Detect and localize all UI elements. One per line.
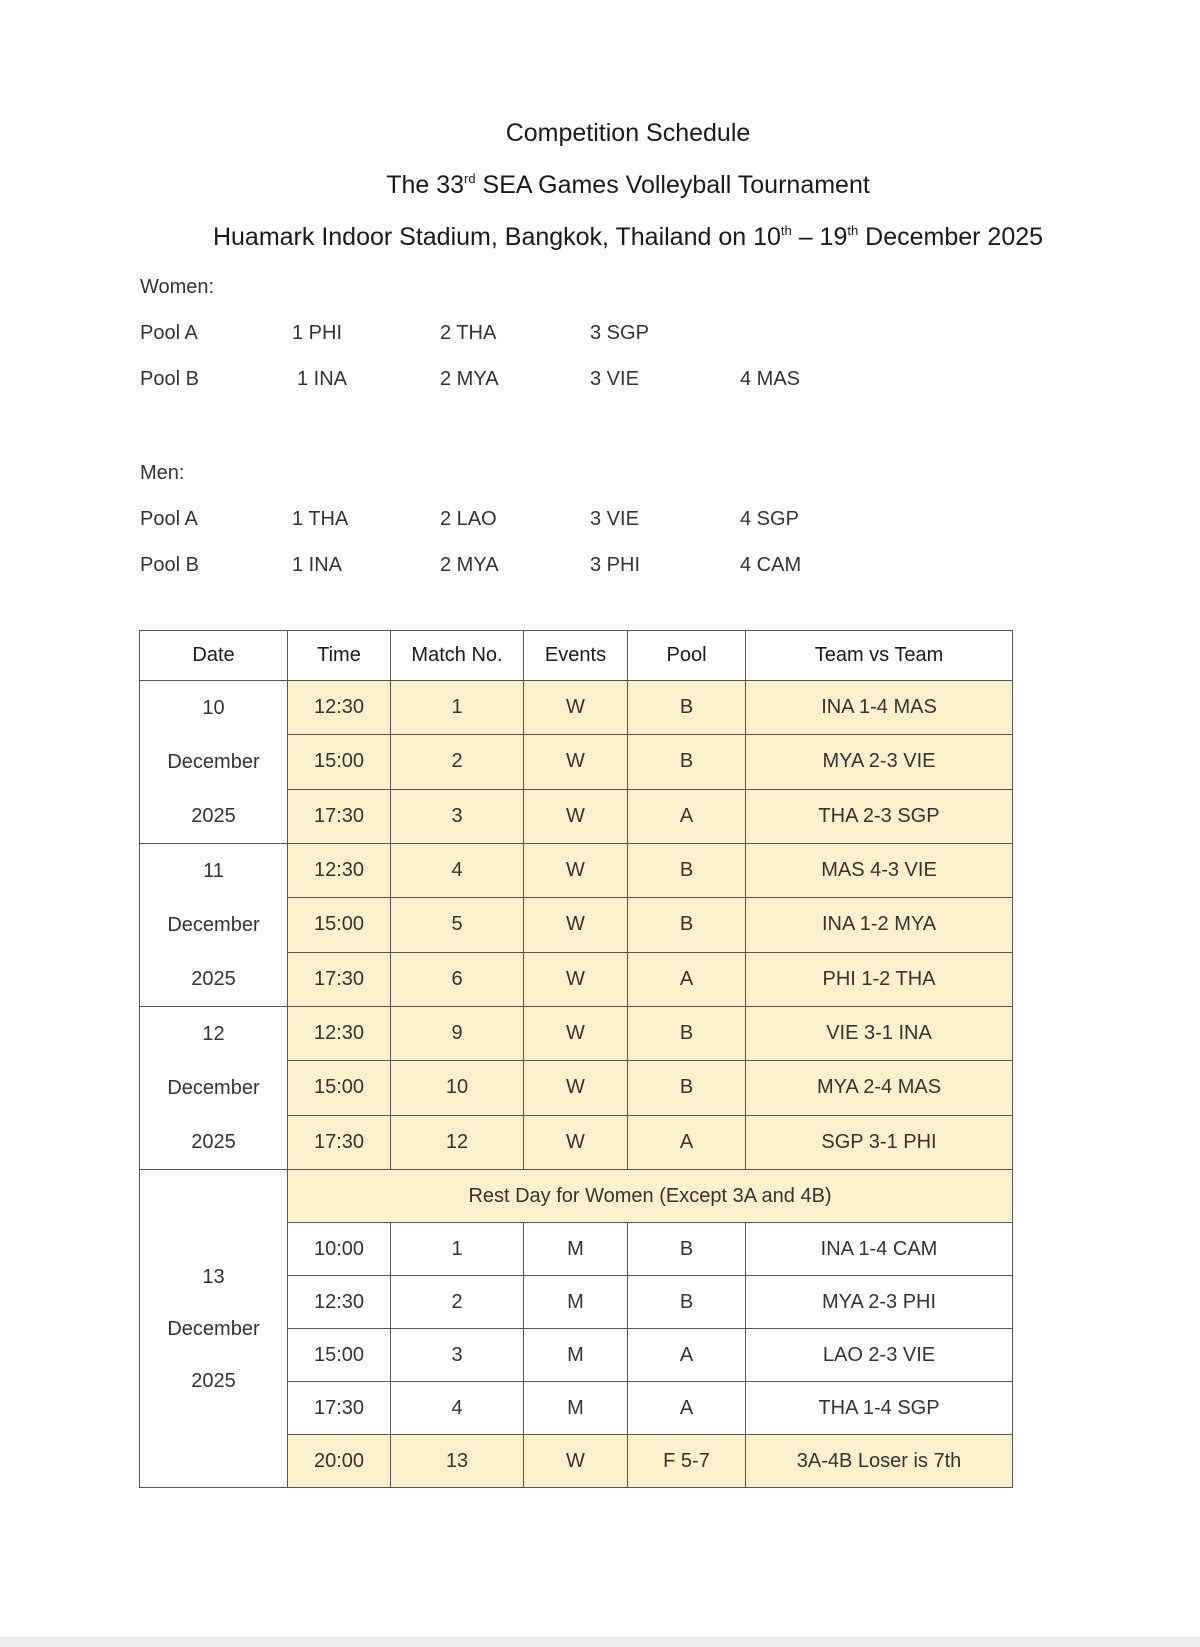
match-no-cell: 3 [391, 789, 524, 843]
pool-cell: F 5-7 [628, 1435, 746, 1488]
pool-team: 2 LAO [440, 508, 497, 530]
teams-cell: THA 2-3 SGP [746, 789, 1013, 843]
pool-team: 1 THA [292, 508, 349, 530]
teams-cell: INA 1-2 MYA [746, 898, 1013, 952]
pool-cell: B [628, 898, 746, 952]
header-match-no: Match No. [391, 631, 524, 681]
time-cell: 10:00 [288, 1223, 391, 1276]
pool-team: 3 VIE [590, 508, 639, 530]
women-pool-b [140, 368, 840, 392]
time-cell: 17:30 [288, 1382, 391, 1435]
pool-team: 4 MAS [740, 368, 801, 390]
venue-mid: – 19 [791, 223, 848, 251]
pool-label: Pool A [140, 322, 198, 344]
pool-cell: B [628, 1007, 746, 1061]
pool-cell: A [628, 1115, 746, 1169]
table-row [140, 1170, 1013, 1223]
time-cell: 15:00 [288, 735, 391, 789]
teams-cell: THA 1-4 SGP [746, 1382, 1013, 1435]
schedule-title [0, 119, 1200, 148]
date-part: December [167, 1077, 260, 1099]
pool-label: Pool A [140, 508, 198, 530]
venue-pre: Huamark Indoor Stadium, Bangkok, Thailand on 10 [212, 223, 781, 251]
date-cell [140, 1170, 288, 1488]
men-pool-a [140, 508, 840, 532]
time-cell: 12:30 [288, 844, 391, 898]
match-no-cell: 12 [391, 1115, 524, 1169]
venue-post: December 2025 [858, 223, 1044, 251]
pool-cell: A [628, 1382, 746, 1435]
pool-team: 1 PHI [292, 322, 343, 344]
pool-team: 2 THA [440, 322, 497, 344]
event-cell: W [524, 952, 628, 1006]
teams-cell: 3A-4B Loser is 7th [746, 1435, 1013, 1488]
date-part: 2025 [191, 968, 236, 990]
match-no-cell: 4 [391, 844, 524, 898]
time-cell: 15:00 [288, 1329, 391, 1382]
pool-team: 1 INA [292, 554, 343, 576]
schedule-body [140, 681, 1013, 1488]
pool-team: 3 PHI [590, 554, 641, 576]
date-part: 2025 [191, 1369, 236, 1392]
men-heading: Men: [140, 462, 185, 484]
rest-day-note: Rest Day for Women (Except 3A and 4B) [288, 1170, 1013, 1223]
tournament-title [0, 171, 1200, 200]
header-team-vs-team: Team vs Team [746, 631, 1013, 681]
venue-sup-1: th [780, 223, 792, 238]
pool-team: 3 SGP [590, 322, 649, 344]
pool-cell: B [628, 1061, 746, 1115]
title-line-2-pre: The 33 [386, 171, 465, 199]
header-date: Date [140, 631, 288, 681]
table-header-row [140, 631, 1013, 681]
event-cell: W [524, 735, 628, 789]
pool-cell: A [628, 952, 746, 1006]
match-no-cell: 9 [391, 1007, 524, 1061]
pool-team: 4 CAM [740, 554, 802, 576]
match-no-cell: 3 [391, 1329, 524, 1382]
match-no-cell: 1 [391, 681, 524, 735]
pool-label: Pool B [140, 368, 199, 390]
date-cell [140, 681, 288, 844]
date-part: 10 [202, 697, 225, 719]
match-no-cell: 4 [391, 1382, 524, 1435]
teams-cell: INA 1-4 MAS [746, 681, 1013, 735]
pool-team: 1 INA [297, 368, 348, 390]
header-events: Events [524, 631, 628, 681]
time-cell: 20:00 [288, 1435, 391, 1488]
pool-team: 3 VIE [590, 368, 639, 390]
time-cell: 17:30 [288, 952, 391, 1006]
event-cell: W [524, 1115, 628, 1169]
date-part: December [167, 914, 260, 936]
pool-team: 2 MYA [440, 368, 499, 390]
event-cell: W [524, 681, 628, 735]
event-cell: W [524, 1061, 628, 1115]
match-no-cell: 2 [391, 1276, 524, 1329]
table-row [140, 1007, 1013, 1061]
teams-cell: MYA 2-4 MAS [746, 1061, 1013, 1115]
pool-team: 4 SGP [740, 508, 799, 530]
pool-cell: B [628, 681, 746, 735]
pool-cell: A [628, 1329, 746, 1382]
event-cell: M [524, 1223, 628, 1276]
date-part: 11 [203, 860, 224, 882]
teams-cell: SGP 3-1 PHI [746, 1115, 1013, 1169]
time-cell: 15:00 [288, 898, 391, 952]
teams-cell: PHI 1-2 THA [746, 952, 1013, 1006]
header-pool: Pool [628, 631, 746, 681]
pool-cell: A [628, 789, 746, 843]
pool-cell: B [628, 1276, 746, 1329]
pool-cell: B [628, 735, 746, 789]
time-cell: 12:30 [288, 1276, 391, 1329]
teams-cell: LAO 2-3 VIE [746, 1329, 1013, 1382]
date-cell [140, 1007, 288, 1170]
pool-cell: B [628, 844, 746, 898]
match-no-cell: 2 [391, 735, 524, 789]
date-part: 12 [202, 1023, 225, 1045]
time-cell: 12:30 [288, 1007, 391, 1061]
event-cell: W [524, 1435, 628, 1488]
teams-cell: MYA 2-3 VIE [746, 735, 1013, 789]
time-cell: 17:30 [288, 1115, 391, 1169]
event-cell: M [524, 1382, 628, 1435]
title-line-2-post: SEA Games Volleyball Tournament [475, 171, 870, 199]
page-edge [0, 1637, 1200, 1647]
match-no-cell: 10 [391, 1061, 524, 1115]
table-row [140, 681, 1013, 735]
women-pool-a [140, 322, 840, 346]
venue-sup-2: th [847, 223, 859, 238]
teams-cell: VIE 3-1 INA [746, 1007, 1013, 1061]
time-cell: 12:30 [288, 681, 391, 735]
event-cell: W [524, 1007, 628, 1061]
teams-cell: INA 1-4 CAM [746, 1223, 1013, 1276]
date-cell [140, 844, 288, 1007]
date-part: 13 [202, 1265, 225, 1288]
date-part: December [167, 1317, 260, 1340]
event-cell: M [524, 1329, 628, 1382]
pool-label: Pool B [140, 554, 199, 576]
pool-team: 2 MYA [440, 554, 499, 576]
match-no-cell: 1 [391, 1223, 524, 1276]
event-cell: W [524, 844, 628, 898]
header-time: Time [288, 631, 391, 681]
title-line-2-sup: rd [464, 171, 476, 186]
venue-dates [0, 223, 1200, 252]
men-pool-b [140, 554, 840, 578]
schedule-table [139, 630, 1013, 1488]
event-cell: M [524, 1276, 628, 1329]
date-part: 2025 [191, 805, 236, 827]
date-part: December [167, 751, 260, 773]
time-cell: 17:30 [288, 789, 391, 843]
match-no-cell: 13 [391, 1435, 524, 1488]
match-no-cell: 6 [391, 952, 524, 1006]
match-no-cell: 5 [391, 898, 524, 952]
women-heading: Women: [140, 276, 215, 298]
event-cell: W [524, 789, 628, 843]
teams-cell: MYA 2-3 PHI [746, 1276, 1013, 1329]
time-cell: 15:00 [288, 1061, 391, 1115]
pool-cell: B [628, 1223, 746, 1276]
title-line-1: Competition Schedule [505, 119, 751, 147]
date-part: 2025 [191, 1131, 236, 1153]
teams-cell: MAS 4-3 VIE [746, 844, 1013, 898]
event-cell: W [524, 898, 628, 952]
table-row [140, 844, 1013, 898]
